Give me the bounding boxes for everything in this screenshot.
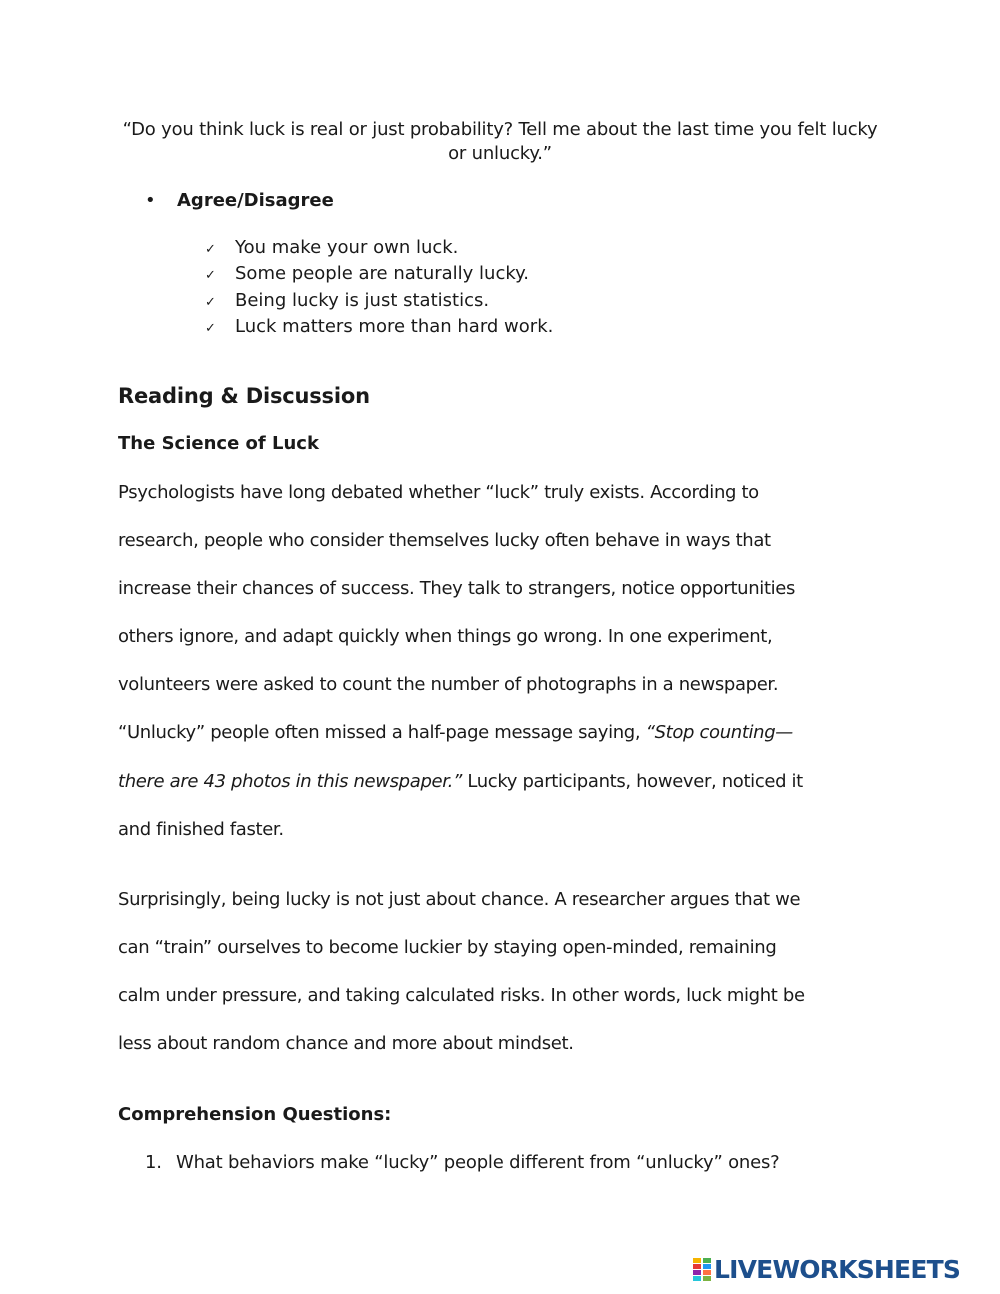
- comprehension-heading: Comprehension Questions:: [118, 1104, 392, 1125]
- line-text: “Unlucky” people often missed a half-page message saying,: [118, 722, 646, 744]
- question-number: 1.: [145, 1152, 162, 1173]
- paragraph-line: less about random chance and more about mindset.: [118, 1033, 574, 1055]
- section-heading-reading: Reading & Discussion: [118, 384, 370, 408]
- check-icon: ✓: [205, 268, 216, 284]
- list-item: [205, 236, 553, 262]
- paragraph-line: and finished faster.: [118, 818, 284, 840]
- paragraph-line: can “train” ourselves to become luckier by staying open-minded, remaining: [118, 937, 777, 959]
- check-icon: ✓: [205, 242, 216, 257]
- paragraph-line: Surprisingly, being lucky is not just about chance. A researcher argues that we: [118, 889, 801, 910]
- paragraph-line: [118, 770, 888, 818]
- paragraph-2: [118, 888, 888, 1080]
- statement-text: Luck matters more than hard work.: [235, 315, 554, 337]
- statement-text: You make your own luck.: [235, 237, 459, 258]
- paragraph-line: others ignore, and adapt quickly when things go wrong. In one experiment,: [118, 626, 773, 648]
- question-text: What behaviors make “lucky” people different from “unlucky” ones?: [176, 1152, 780, 1173]
- list-item: [205, 315, 553, 341]
- bullet-dot: •: [145, 190, 156, 211]
- statement-text: Being lucky is just statistics.: [235, 289, 490, 311]
- quoted-message: “Stop counting—: [645, 722, 793, 744]
- list-item: [205, 289, 553, 315]
- article-title: The Science of Luck: [118, 433, 319, 454]
- paragraph-1: [118, 481, 888, 866]
- question-item: [145, 1151, 780, 1175]
- agree-disagree-list: [205, 236, 553, 341]
- agree-disagree-title: Agree/Disagree: [177, 190, 334, 211]
- paragraph-line: increase their chances of success. They talk to strangers, notice opportunities: [118, 578, 796, 600]
- paragraph-line: research, people who consider themselves lucky often behave in ways that: [118, 530, 771, 552]
- check-icon: ✓: [205, 294, 216, 310]
- statement-text: Some people are naturally lucky.: [235, 263, 529, 285]
- warmup-quote: “Do you think luck is real or just probability? Tell me about the last time you felt lucky or unlucky.”: [122, 119, 878, 164]
- list-item: [205, 262, 553, 288]
- agree-disagree-heading: [145, 189, 334, 213]
- quoted-message: there are 43 photos in this newspaper.”: [118, 770, 462, 792]
- line-text: Lucky participants, however, noticed it: [462, 770, 803, 792]
- liveworksheets-logo: [693, 1255, 960, 1285]
- check-icon: ✓: [205, 320, 216, 336]
- liveworksheets-logo-icon: [693, 1258, 711, 1282]
- paragraph-line: Psychologists have long debated whether “luck” truly exists. According to: [118, 482, 759, 503]
- paragraph-line: volunteers were asked to count the number of photographs in a newspaper.: [118, 674, 779, 696]
- paragraph-line: [118, 721, 888, 769]
- logo-text: LIVEWORKSHEETS: [714, 1255, 961, 1284]
- paragraph-line: calm under pressure, and taking calculated risks. In other words, luck might be: [118, 985, 805, 1007]
